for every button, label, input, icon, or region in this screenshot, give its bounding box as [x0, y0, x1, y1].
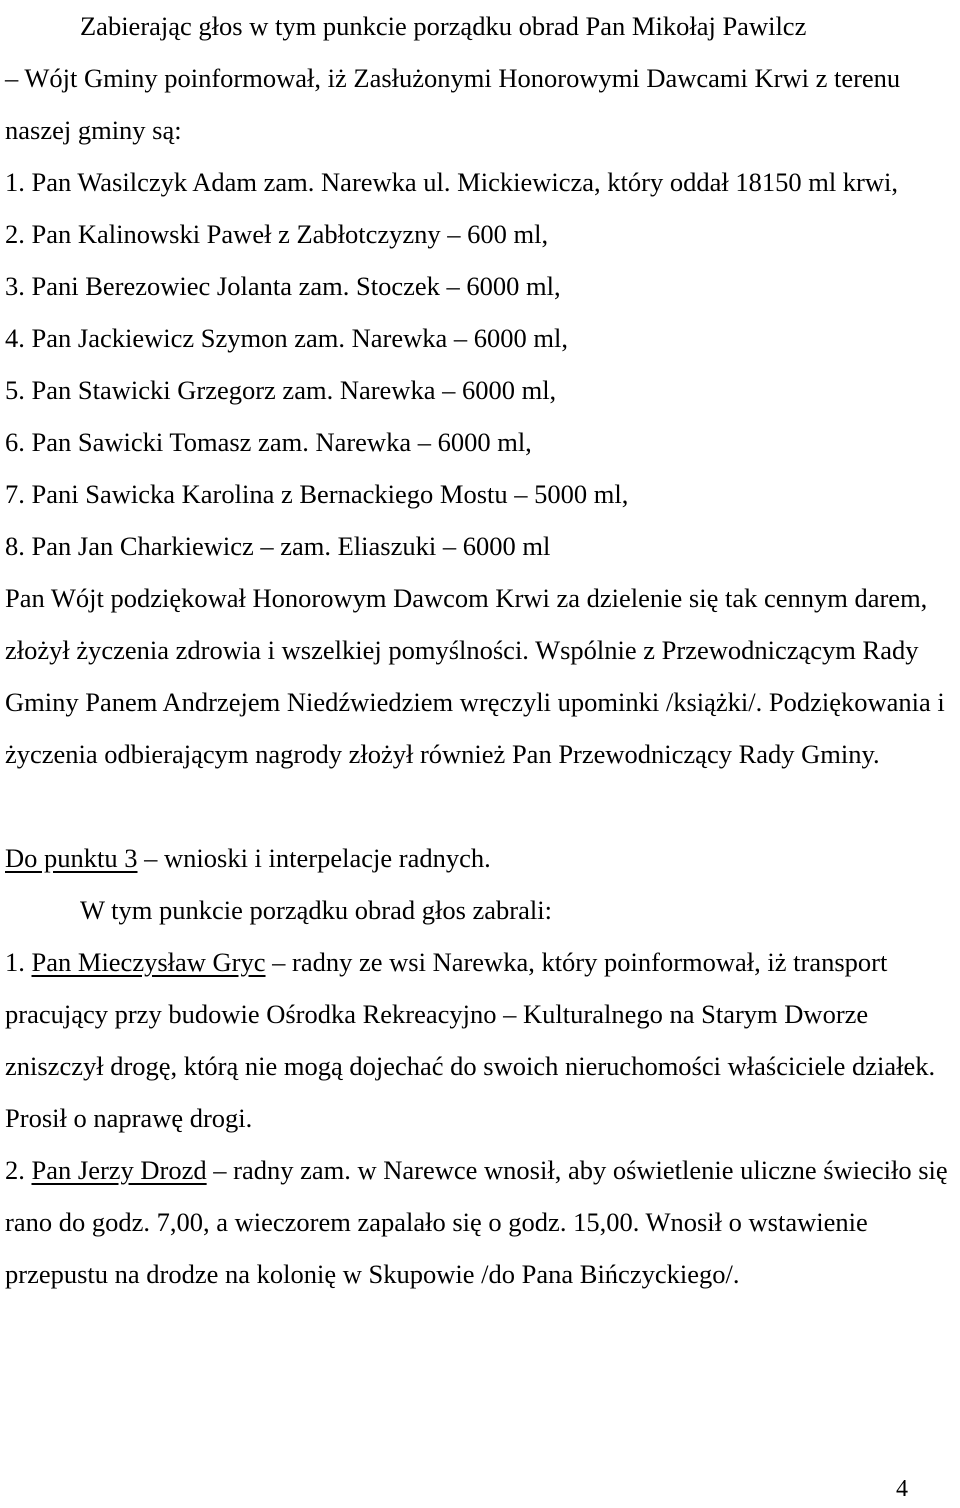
speaker-2-paragraph: [5, 1144, 955, 1300]
donor-item-7: 7. Pani Sawicka Karolina z Bernackiego Mostu – 5000 ml,: [5, 479, 629, 509]
speaker-1-paragraph: [5, 936, 955, 1144]
intro-rest: – Wójt Gminy poinformował, iż Zasłużonymi Honorowymi Dawcami Krwi z terenu naszej gminy są:: [5, 63, 901, 145]
speaker-2-text: – radny zam. w Narewce wnosił, aby oświetlenie uliczne świeciło się rano do godz. 7,00, a wieczorem zapalało się o godz. 15,00. Wnosił o wstawienie przepustu na drodze na kolonię w Skupowie /do Pana Bińczyckiego/.: [5, 1155, 948, 1289]
paragraph-spacer: [5, 780, 955, 832]
donor-item-4: 4. Pan Jackiewicz Szymon zam. Narewka – 6000 ml,: [5, 323, 568, 353]
intro-first-line: Zabierając głos w tym punkcie porządku obrad Pan Mikołaj Pawilcz: [80, 11, 807, 41]
speaker-1-number: 1.: [5, 947, 32, 977]
speaker-1-name: Pan Mieczysław Gryc: [31, 947, 266, 977]
speaker-2-number: 2.: [5, 1155, 32, 1185]
point-3-heading: [5, 832, 955, 884]
speaker-1-text: – radny ze wsi Narewka, który poinformował, iż transport pracujący przy budowie Ośrodka Rekreacyjno – Kulturalnego na Starym Dworze zniszczył drogę, którą nie mogą dojechać do swoich nieruchomości właściciele działek. Prosił o naprawę drogi.: [5, 947, 936, 1133]
point-3-label: Do punktu 3: [5, 843, 138, 873]
donor-item-6: 6. Pan Sawicki Tomasz zam. Narewka – 6000 ml,: [5, 427, 532, 457]
donor-item-1: 1. Pan Wasilczyk Adam zam. Narewka ul. Mickiewicza, który oddał 18150 ml krwi,: [5, 167, 899, 197]
donor-list: [5, 156, 955, 572]
thanks-paragraph: Pan Wójt podziękował Honorowym Dawcom Krwi za dzielenie się tak cennym darem, złożył życzenia zdrowia i wszelkiej pomyślności. Wspólnie z Przewodniczącym Rady Gminy Panem Andrzejem Niedźwiedziem wręczyli upominki /książki/. Podziękowania i życzenia odbierającym nagrody złożył również Pan Przewodniczący Rady Gminy.: [5, 583, 945, 769]
donor-item-5: 5. Pan Stawicki Grzegorz zam. Narewka – 6000 ml,: [5, 375, 557, 405]
donor-item-8: 8. Pan Jan Charkiewicz – zam. Eliaszuki – 6000 ml: [5, 531, 551, 561]
point-3-title: – wnioski i interpelacje radnych.: [137, 843, 491, 873]
document-page: [5, 0, 955, 1300]
donor-item-3: 3. Pani Berezowiec Jolanta zam. Stoczek – 6000 ml,: [5, 271, 561, 301]
donor-item-2: 2. Pan Kalinowski Paweł z Zabłotczyzny – 600 ml,: [5, 219, 549, 249]
point-3-intro: W tym punkcie porządku obrad głos zabrali:: [80, 895, 552, 925]
page-number: 4: [896, 1476, 908, 1502]
speaker-2-name: Pan Jerzy Drozd: [31, 1155, 207, 1185]
intro-paragraph: [5, 0, 955, 156]
